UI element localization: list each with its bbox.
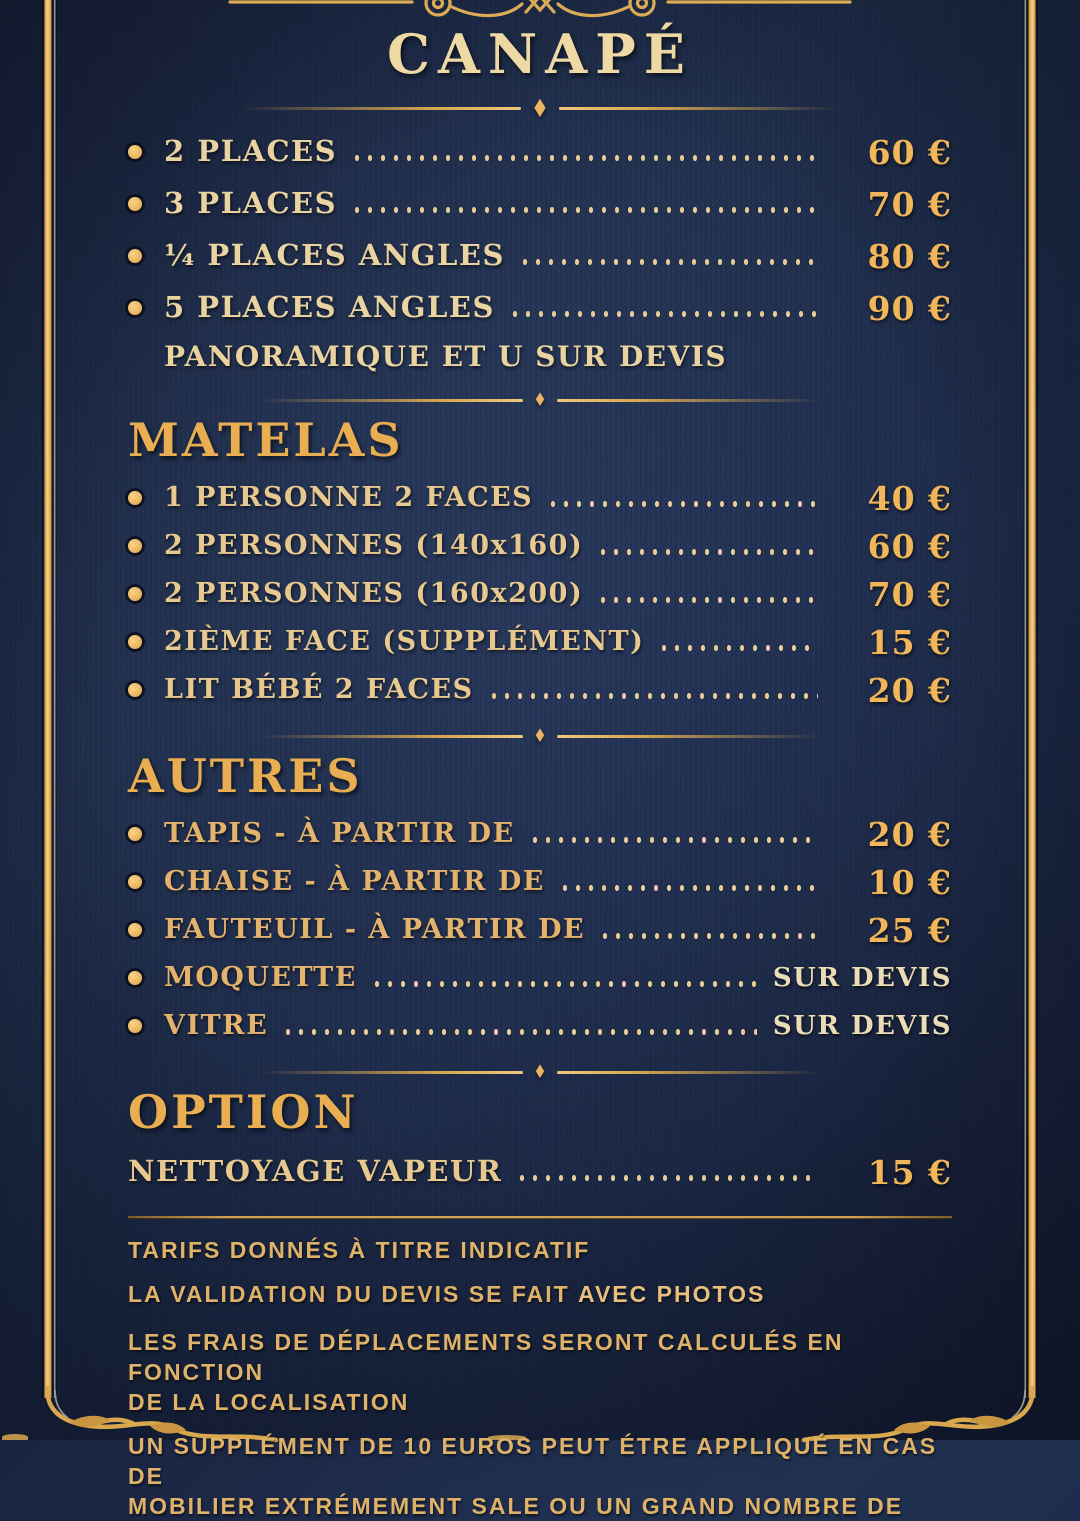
bottom-edge-ornament [2,1434,28,1440]
menu-item [128,178,952,230]
menu-item [128,954,952,1002]
item-label: LIT BÉBÉ 2 FACES [164,674,474,706]
menu-item [128,810,952,858]
section-divider [260,1062,820,1082]
dotted-leader [559,884,818,892]
divider-line [557,1071,820,1074]
diamond-icon: ♦ [533,724,547,747]
item-label: TAPIS - À PARTIR DE [164,818,515,850]
menu-item [128,1002,952,1050]
bullet-icon [128,249,142,263]
dotted-leader [351,206,818,214]
dotted-leader [597,596,818,604]
section-divider [260,726,820,746]
bullet-icon [128,635,142,649]
section-heading-option: OPTION [128,1085,359,1139]
item-price: 70 € [867,184,952,224]
footer-note-text: DE LA LOCALISATION [128,1389,410,1415]
bullet-icon [128,301,142,315]
dotted-leader [371,980,757,988]
bullet-icon [128,923,142,937]
bullet-icon [128,875,142,889]
bullet-icon [128,827,142,841]
footer-note: TARIFS DONNÉS À TITRE INDICATIF [128,1237,591,1263]
item-price: 25 € [867,910,952,950]
menu-item [128,618,952,666]
dotted-leader [547,500,818,508]
item-price: 90 € [867,288,952,328]
item-price: 20 € [867,814,952,854]
bullet-icon [128,1019,142,1033]
menu-item [128,858,952,906]
item-label: 5 PLACES ANGLES [164,290,495,325]
item-price: 80 € [867,236,952,276]
menu-item [128,1146,952,1198]
menu-item [128,666,952,714]
item-label: MOQUETTE [164,962,357,994]
dotted-leader [597,548,818,556]
dotted-leader [529,836,818,844]
footer-note-text: LES FRAIS DE DÉPLACEMENTS SERONT CALCULÉS EN FONCTION [128,1329,844,1385]
item-price: SUR DEVIS [772,963,952,993]
dotted-leader [351,154,818,162]
item-label: FAUTEUIL - À PARTIR DE [164,914,586,946]
footer-rule [128,1216,952,1219]
item-price: 10 € [867,862,952,902]
dotted-leader [599,932,818,940]
item-label: VITRE [164,1010,269,1042]
dotted-leader [519,258,818,266]
bullet-icon [128,197,142,211]
footer-note-text: LA VALIDATION DU DEVIS SE FAIT [128,1281,579,1307]
right-border-band [1022,0,1038,1398]
dotted-leader [509,310,818,318]
footer-note-text: MOBILIER EXTRÉMEMENT SALE OU UN GRAND NOMBRE DE [128,1493,904,1519]
section-matelas [128,474,952,714]
menu-item [128,906,952,954]
section-note: PANORAMIQUE ET U SUR DEVIS [164,339,728,373]
footer-note-text: UN SUPPLÉMENT DE 10 EUROS PEUT ÉTRE APPLIQUÉ EN CAS DE [128,1433,938,1489]
menu-item [128,522,952,570]
item-price: SUR DEVIS [772,1011,952,1041]
section-heading-matelas: MATELAS [128,413,404,467]
title-divider [240,93,840,123]
item-label: 2 PLACES [164,134,338,169]
dotted-leader [658,644,818,652]
item-price: 60 € [867,132,952,172]
bullet-icon [128,539,142,553]
item-label: CHAISE - À PARTIR DE [164,866,545,898]
dotted-leader [488,692,818,700]
footer-note [128,1327,952,1417]
item-label: 2 PERSONNES (160x200) [164,578,584,610]
diamond-icon: ♦ [531,93,549,123]
diamond-icon: ♦ [533,388,547,411]
menu-item [128,570,952,618]
menu-item [128,474,952,522]
item-label: 3 PLACES [164,186,338,221]
section-heading-autres: AUTRES [128,749,363,803]
section-divider [260,390,820,410]
bullet-icon [128,491,142,505]
section-canape [128,126,952,378]
item-price: 15 € [867,622,952,662]
divider-line [557,399,820,402]
left-border-band [42,0,58,1398]
menu-item [128,230,952,282]
bullet-icon [128,971,142,985]
diamond-icon: ♦ [533,1060,547,1083]
divider-line [559,107,840,110]
page-title: CANAPÉ [387,22,693,86]
bullet-icon [128,145,142,159]
divider-line [260,1071,523,1074]
divider-line [260,399,523,402]
section-option [128,1146,952,1198]
item-label: 2 PERSONNES (140x160) [164,530,584,562]
item-price: 70 € [867,574,952,614]
item-price: 60 € [867,526,952,566]
item-label: 2IÈME FACE (SUPPLÉMENT) [164,626,645,658]
item-price: 15 € [867,1152,952,1192]
bullet-icon [128,683,142,697]
footer-note-bold: AVEC PHOTOS [578,1281,766,1307]
bullet-icon [128,587,142,601]
footer-note [128,1279,952,1309]
section-autres [128,810,952,1050]
menu-item [128,126,952,178]
item-label: ¼ PLACES ANGLES [164,238,505,273]
item-label: NETTOYAGE VAPEUR [128,1154,503,1189]
menu-item [128,282,952,334]
item-price: 20 € [867,670,952,710]
footer-notes [128,1235,952,1521]
divider-line [260,735,523,738]
item-price: 40 € [867,478,952,518]
dotted-leader [516,1174,818,1182]
item-label: 1 PERSONNE 2 FACES [164,482,534,514]
menu-page [128,0,952,1521]
divider-line [240,107,521,110]
footer-note [128,1431,952,1521]
dotted-leader [282,1028,757,1036]
divider-line [557,735,820,738]
